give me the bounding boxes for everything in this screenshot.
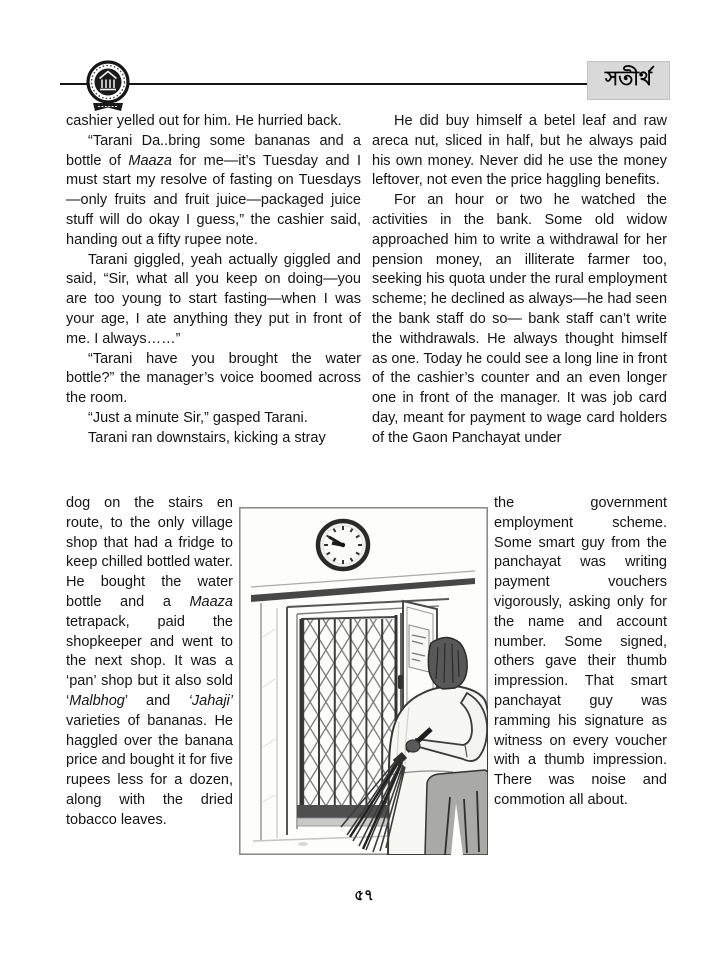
paragraph: the government employment scheme. Some smart guy from the panchayat was writing payment vouchers vigorously, asking only for the name and account number. Some signed, others gave their thumb impression. That smart panchayat guy was ramming his signature as witness on every voucher with a thumb impression. There was noise and commotion all about.	[494, 495, 667, 808]
paragraph: “Just a minute Sir,” gasped Tarani.	[88, 409, 308, 426]
publisher-seal-icon	[85, 57, 131, 117]
magazine-title: সতীৰ্থ	[605, 68, 652, 90]
header-rule	[60, 83, 668, 85]
left-column-narrow-text	[66, 494, 233, 831]
paragraph: dog on the stairs en route, to the only village shop that had a fridge to keep chilled bottled water. He bought the water bottle and a Maaza tetrapack, paid the shopkeeper and went to the next shop. It was a ‘pan’ shop but it also sold ‘Malbhog’ and ‘Jahaji’ varieties of bananas. He haggled over the banana price and bought it for five rupees less for a dozen, along with the dried tobacco leaves.	[66, 495, 233, 828]
magazine-title-box	[587, 61, 670, 100]
paragraph: For an hour or two he watched the activities in the bank. Some old widow approached him to write a withdrawal for her pension money, an illiterate farmer too, seeking his quota under the rural employment scheme; he declined as always—he had seen the bank staff do so— bank staff can’t write the withdrawals. He always thought himself as one. Today he could see a long line in front of the cashier’s counter and an even longer one in front of the manager. It was job card day, meant for payment to wage card holders of the Gaon Panchayat under	[372, 192, 668, 446]
paragraph: “Tarani Da..bring some bananas and a bottle of Maaza for me—it’s Tuesday and I must start my resolve of fasting on Tuesdays—only fruits and fruit juice—packaged juice stuff will do okay I guess,” the cashier said, handing out a fifty rupee note.	[66, 132, 362, 248]
bank-gate-sketch	[239, 507, 488, 855]
story-illustration	[239, 507, 488, 855]
paragraph: He did buy himself a betel leaf and raw areca nut, sliced in half, but he always paid his own money. Never did he use the money leftover, not even the price haggling benefits.	[372, 113, 667, 189]
paragraph: “Tarani have you brought the water bottle?” the manager’s voice boomed across the room.	[66, 350, 361, 407]
left-column-text	[66, 112, 361, 449]
paragraph: Tarani giggled, yeah actually giggled and said, “Sir, what all you keep on doing—you are too young to start fasting—when I was your age, I ate anything they put in front of me. I always……”	[66, 251, 361, 347]
right-column-narrow-text	[494, 494, 667, 811]
right-column-text	[372, 112, 667, 449]
paragraph: cashier yelled out for him. He hurried back.	[66, 113, 342, 129]
paragraph: Tarani ran downstairs, kicking a stray	[88, 429, 326, 446]
page-number: ৫৭	[354, 887, 374, 904]
